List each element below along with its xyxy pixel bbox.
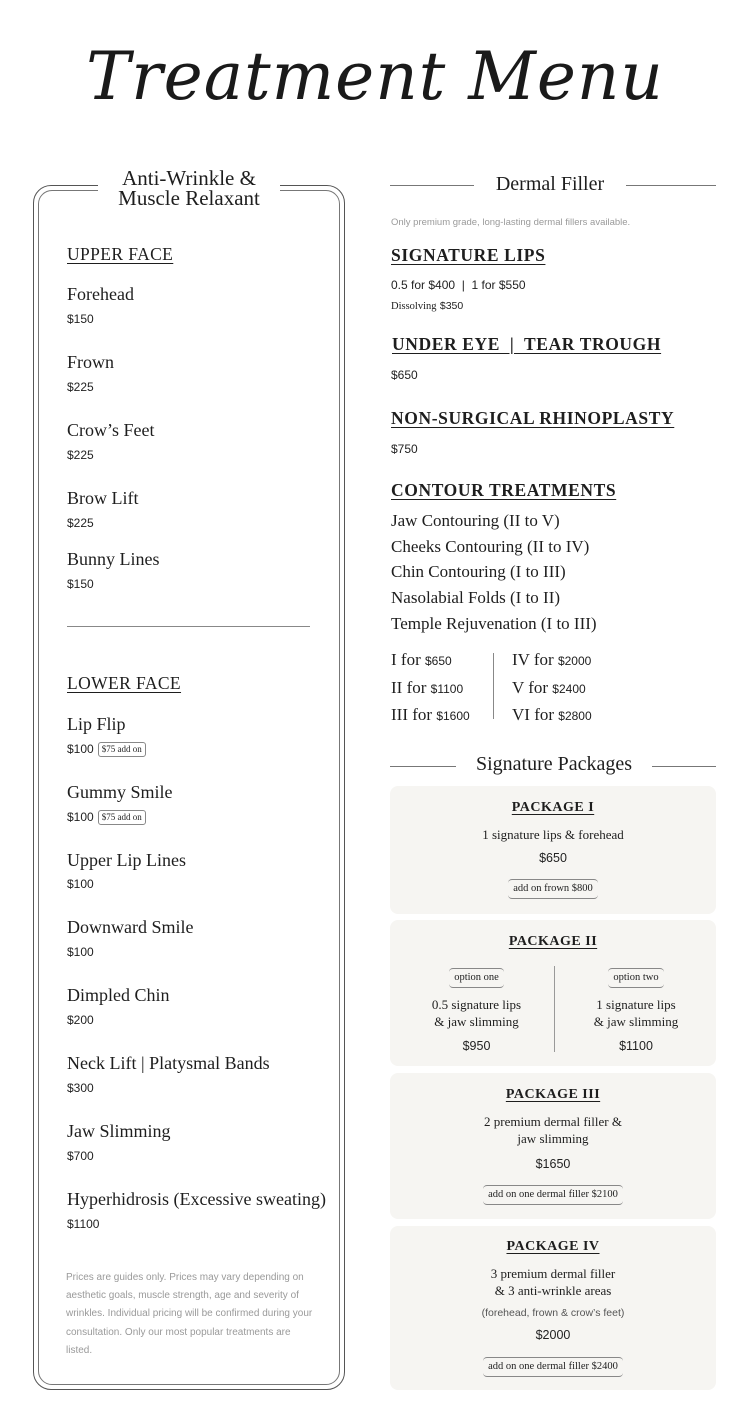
package-3-card: [390, 1073, 716, 1219]
package-1-price: $650: [539, 851, 567, 865]
package-3-line1: 2 premium dermal filler &: [484, 1114, 622, 1129]
add-on-tag: $75 add on: [98, 742, 146, 757]
package-4-note-wrap: [390, 1354, 716, 1377]
dissolving-price: $350: [439, 300, 464, 312]
item-hyperhidrosis-name: Hyperhidrosis (Excessive sweating): [67, 1189, 326, 1209]
contour-item: Jaw Contouring (II to V): [391, 511, 560, 530]
item-upper-lip-lines-name: Upper Lip Lines: [67, 850, 186, 870]
item-gummy-smile-name: Gummy Smile: [67, 782, 173, 802]
item-jaw-slimming-price: $700: [67, 1149, 94, 1163]
contour-label: CONTOUR TREATMENTS: [391, 480, 617, 500]
grade-list-left: [391, 647, 470, 730]
grade-row: [391, 647, 470, 675]
option-two-line1: 1 signature lips: [596, 997, 676, 1012]
pricing-disclaimer: Prices are guides only. Prices may vary depending on aesthetic goals, muscle strength, age and severity of wrinkles. Individual pricing will be confirmed during your consultation. Only our most popular treatments are listed.: [66, 1272, 313, 1356]
package-4-note: add on one dermal filler $2400: [483, 1357, 623, 1377]
item-downward-smile-name: Downward Smile: [67, 917, 194, 937]
item-lip-flip-price-value: $100: [67, 742, 94, 756]
grade-label: II for: [391, 677, 427, 697]
item-lip-flip-name: Lip Flip: [67, 714, 126, 734]
heading-rule-right: [626, 185, 716, 186]
package-1-title: PACKAGE I: [511, 800, 595, 815]
heading-rule-right: [652, 766, 716, 767]
item-frown-name: Frown: [67, 352, 115, 372]
grade-price: $2000: [557, 654, 592, 668]
grade-label: I for: [391, 650, 421, 669]
contour-item: Cheeks Contouring (II to IV): [391, 536, 590, 556]
package-1-desc: 1 signature lips & forehead: [482, 827, 624, 842]
item-bunny-lines-name: Bunny Lines: [67, 549, 160, 569]
item-jaw-slimming-name: Jaw Slimming: [67, 1121, 171, 1141]
item-forehead-price: $150: [67, 312, 94, 326]
package-2-option-one: [390, 920, 563, 1066]
item-neck-lift-price: $300: [67, 1081, 94, 1095]
package-4-price: $2000: [535, 1328, 571, 1342]
section-divider: [67, 626, 310, 627]
item-forehead-name: Forehead: [67, 284, 134, 304]
package-3-line2: jaw slimming: [517, 1131, 589, 1146]
grade-label: VI for: [512, 705, 555, 725]
rhinoplasty-price: $750: [391, 442, 418, 456]
item-lip-flip-price: [67, 742, 146, 757]
item-neck-lift-name: Neck Lift | Platysmal Bands: [67, 1053, 270, 1073]
dermal-filler-intro: Only premium grade, long-lasting dermal fillers available.: [391, 217, 631, 228]
heading-rule-left: [390, 766, 456, 767]
under-eye-price: $650: [391, 368, 418, 382]
package-1-note-wrap: [390, 876, 716, 899]
anti-wrinkle-heading-line2: Muscle Relaxant: [118, 186, 260, 210]
item-brow-lift-price: $225: [67, 516, 94, 530]
upper-face-label: UPPER FACE: [67, 244, 174, 264]
contour-item: Temple Rejuvenation (I to III): [391, 613, 597, 633]
rhinoplasty-label: NON-SURGICAL RHINOPLASTY: [391, 408, 675, 428]
option-two-line2: & jaw slimming: [593, 1014, 679, 1029]
grade-list-right: [512, 647, 592, 730]
package-4-line2: & 3 anti-wrinkle areas: [494, 1283, 612, 1298]
grade-label: IV for: [512, 650, 554, 669]
package-2-title: PACKAGE II: [508, 934, 598, 949]
package-2-option-two: [556, 920, 716, 1066]
package-3-note: add on one dermal filler $2100: [483, 1185, 623, 1205]
grade-price: $1100: [430, 681, 464, 696]
package-2-card: [390, 920, 716, 1066]
item-crows-feet-name: Crow’s Feet: [67, 420, 155, 440]
grade-row: [391, 702, 470, 730]
item-gummy-smile-price: [67, 810, 146, 825]
package-1-card: [390, 786, 716, 914]
item-bunny-lines-price: $150: [67, 577, 94, 591]
package-4-sub: (forehead, frown & crow’s feet): [481, 1307, 625, 1319]
item-crows-feet-price: $225: [67, 448, 94, 462]
item-gummy-smile-price-value: $100: [67, 810, 94, 824]
grade-label: V for: [512, 677, 549, 697]
item-dimpled-chin-price: $200: [67, 1013, 94, 1027]
option-two-price: $1100: [619, 1039, 653, 1053]
grade-row: [512, 647, 592, 675]
dissolving-label: Dissolving: [391, 301, 437, 312]
option-one-label-wrap: [390, 965, 563, 988]
package-4-card: [390, 1226, 716, 1390]
grade-price: $1600: [436, 709, 470, 724]
dermal-filler-heading: Dermal Filler: [474, 173, 626, 196]
grade-price: $2800: [558, 709, 592, 724]
dissolving-row: [391, 300, 463, 312]
packages-heading: Signature Packages: [458, 753, 650, 776]
option-one-label: option one: [449, 968, 504, 988]
grade-row: [512, 675, 592, 703]
anti-wrinkle-heading-line1: Anti-Wrinkle &: [122, 166, 256, 190]
grade-label: III for: [391, 705, 433, 725]
option-one-line1: 0.5 signature lips: [431, 997, 522, 1012]
signature-lips-label: SIGNATURE LIPS: [391, 245, 546, 265]
package-3-price: $1650: [535, 1157, 571, 1171]
add-on-tag: $75 add on: [98, 810, 146, 825]
option-one-line2: & jaw slimming: [434, 1014, 519, 1029]
package-3-title: PACKAGE III: [505, 1087, 601, 1102]
lower-face-label: LOWER FACE: [67, 673, 182, 693]
item-downward-smile-price: $100: [67, 945, 94, 959]
package-3-note-wrap: [390, 1182, 716, 1205]
contour-item: Nasolabial Folds (I to II): [391, 588, 561, 608]
option-two-label: option two: [608, 968, 663, 988]
item-hyperhidrosis-price: $1100: [67, 1217, 100, 1231]
grade-price: $2400: [552, 681, 586, 696]
under-eye-label: UNDER EYE | TEAR TROUGH: [392, 334, 662, 354]
package-4-title: PACKAGE IV: [506, 1239, 600, 1254]
package-4-line1: 3 premium dermal filler: [490, 1266, 616, 1281]
grade-row: [391, 675, 470, 703]
contour-list: [391, 508, 597, 637]
page-title: Treatment Menu: [86, 38, 664, 115]
option-two-label-wrap: [556, 965, 716, 988]
item-upper-lip-lines-price: $100: [67, 877, 94, 891]
grade-row: [512, 702, 592, 730]
signature-lips-price: 0.5 for $400 | 1 for $550: [391, 278, 526, 292]
item-dimpled-chin-name: Dimpled Chin: [67, 985, 170, 1005]
anti-wrinkle-heading: [98, 168, 280, 208]
option-one-price: $950: [462, 1039, 491, 1053]
item-brow-lift-name: Brow Lift: [67, 488, 139, 508]
grade-divider: [493, 653, 494, 719]
contour-item: Chin Contouring (I to III): [391, 562, 566, 582]
package-1-note: add on frown $800: [508, 879, 598, 899]
item-frown-price: $225: [67, 380, 94, 394]
grade-price: $650: [424, 654, 452, 668]
heading-rule-left: [390, 185, 474, 186]
